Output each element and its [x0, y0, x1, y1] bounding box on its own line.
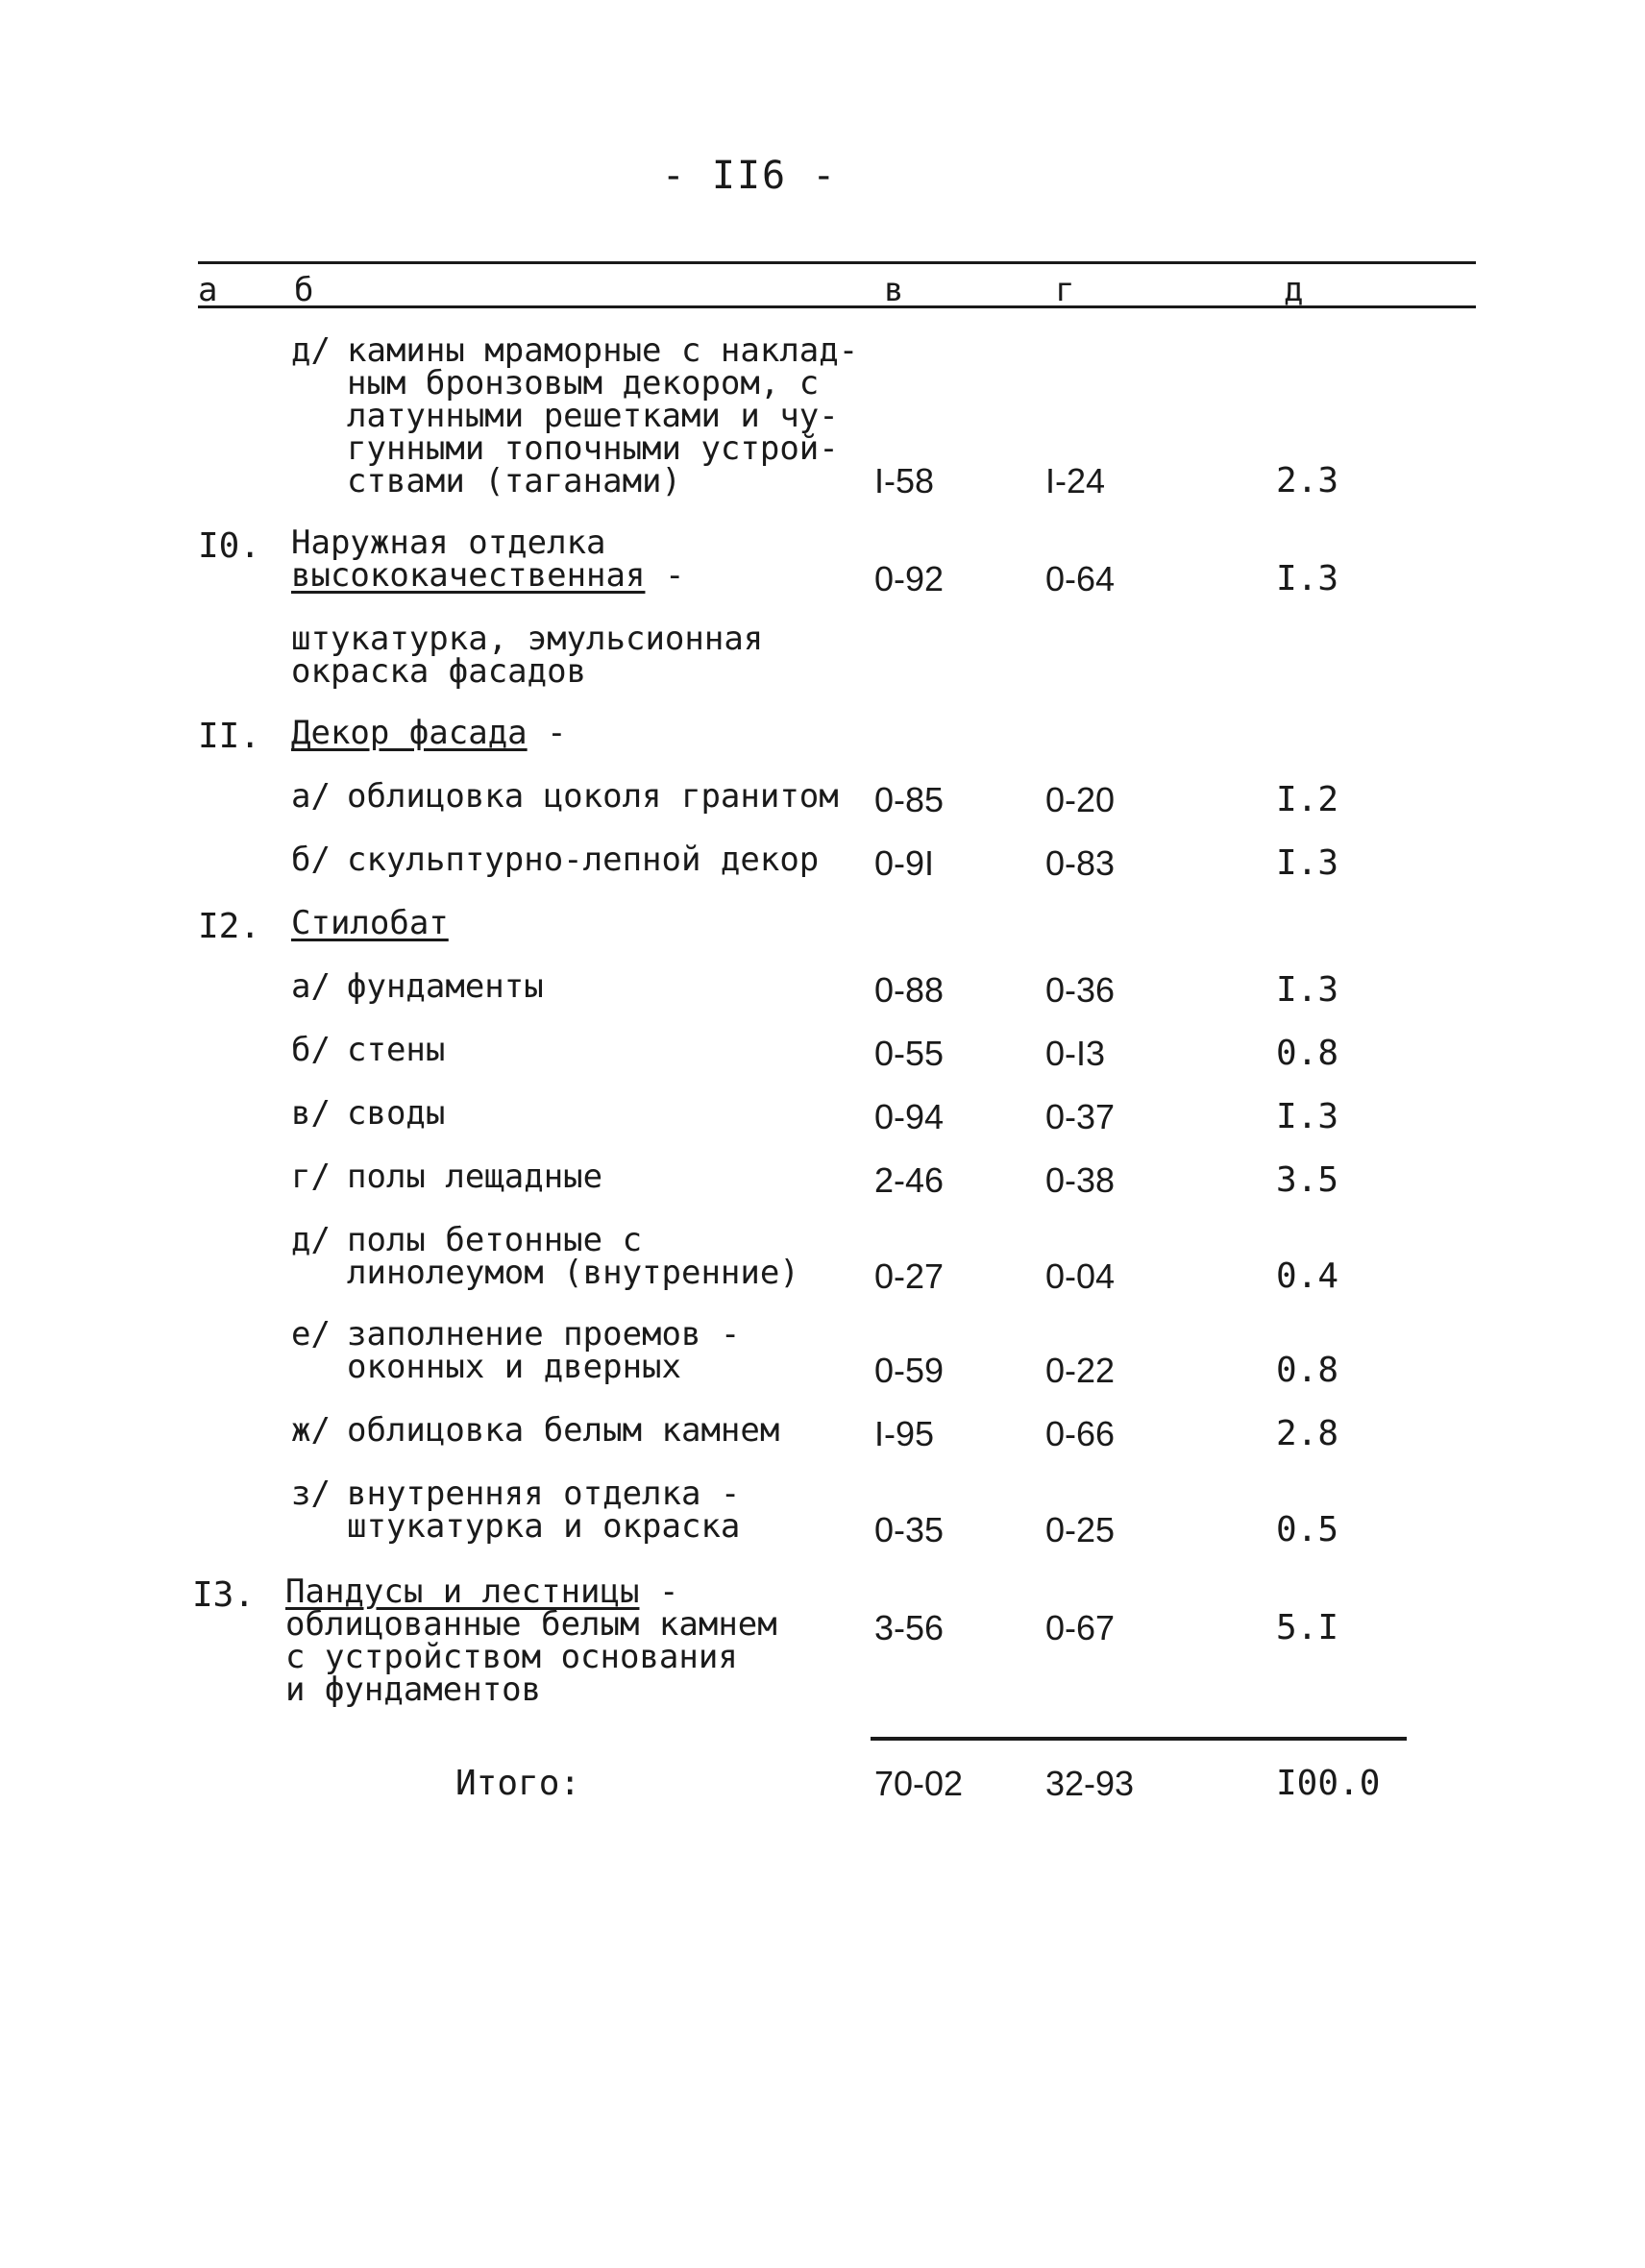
- row-description: [291, 1315, 868, 1386]
- column-header-a: а: [198, 271, 218, 309]
- item-marker: а/: [291, 777, 331, 816]
- title-suffix: -: [639, 1573, 679, 1611]
- desc-line: внутренняя отделка -: [347, 1475, 741, 1513]
- section-number: I0.: [198, 526, 261, 566]
- row-description: [291, 1031, 868, 1069]
- section-title-line: Наружная отделка: [291, 524, 606, 562]
- value-v: 0-9I: [874, 843, 935, 883]
- value-v: 0-55: [874, 1034, 945, 1073]
- column-header-v: в: [884, 271, 904, 309]
- value-v: 0-94: [874, 1097, 945, 1136]
- value-v: I-58: [874, 461, 935, 500]
- item-marker: з/: [291, 1475, 331, 1513]
- item-marker: а/: [291, 967, 331, 1006]
- section-number: I2.: [198, 907, 261, 946]
- item-marker: ж/: [291, 1411, 331, 1450]
- row-description: [285, 1573, 862, 1709]
- section-title-underlined: Пандусы и лестницы: [285, 1573, 640, 1611]
- value-d: 3.5: [1276, 1160, 1339, 1200]
- section-number: I3.: [192, 1575, 256, 1615]
- desc-line: заполнение проемов -: [347, 1315, 741, 1353]
- value-g: 0-64: [1045, 559, 1116, 598]
- desc-line: своды: [347, 1094, 446, 1133]
- desc-line: полы лещадные: [347, 1158, 603, 1196]
- value-v: 2-46: [874, 1160, 945, 1200]
- value-v: 0-35: [874, 1510, 945, 1549]
- value-v: 0-92: [874, 559, 945, 598]
- value-v: 3-56: [874, 1608, 945, 1647]
- value-d: 2.3: [1276, 461, 1339, 500]
- desc-line: латунными решетками и чу-: [347, 397, 839, 435]
- value-g: 0-67: [1045, 1608, 1116, 1647]
- total-label: Итого:: [455, 1764, 581, 1803]
- column-header-d: д: [1284, 271, 1304, 309]
- row-description: [291, 524, 868, 595]
- item-marker: е/: [291, 1315, 331, 1353]
- value-v: 0-85: [874, 780, 945, 819]
- column-header-b: б: [294, 271, 314, 309]
- value-v: 0-59: [874, 1351, 945, 1390]
- value-d: I.2: [1276, 780, 1339, 819]
- desc-line: фундаменты: [347, 967, 544, 1006]
- row-description: [291, 1094, 868, 1133]
- value-v: 0-88: [874, 970, 945, 1010]
- value-d: 0.8: [1276, 1034, 1339, 1073]
- desc-line: камины мраморные с наклад-: [347, 331, 859, 370]
- value-d: I.3: [1276, 843, 1339, 883]
- value-g: 0-22: [1045, 1351, 1116, 1390]
- row-description: [291, 1158, 868, 1196]
- value-g: 0-83: [1045, 843, 1116, 883]
- item-marker: в/: [291, 1094, 331, 1133]
- desc-line: стены: [347, 1031, 446, 1069]
- desc-line: облицовка белым камнем: [347, 1411, 780, 1450]
- desc-line: штукатурка, эмульсионная: [291, 620, 764, 658]
- value-g: 0-I3: [1045, 1034, 1106, 1073]
- row-description: [291, 967, 868, 1006]
- value-d: 5.I: [1276, 1608, 1339, 1647]
- desc-line: с устройством основания: [285, 1638, 738, 1676]
- value-d: I.3: [1276, 970, 1339, 1010]
- value-g: I-24: [1045, 461, 1106, 500]
- value-d: 0.4: [1276, 1256, 1339, 1296]
- item-marker: д/: [291, 1221, 331, 1259]
- item-marker: г/: [291, 1158, 331, 1196]
- row-description: [291, 331, 868, 500]
- row-description: [291, 904, 868, 942]
- desc-line: оконных и дверных: [347, 1348, 681, 1386]
- row-description: [291, 777, 868, 816]
- table-top-rule: [198, 261, 1476, 264]
- value-v: I-95: [874, 1414, 935, 1453]
- row-description: [291, 841, 868, 879]
- desc-line: облицованные белым камнем: [285, 1605, 777, 1644]
- row-description: [291, 714, 868, 752]
- desc-line: гунными топочными устрой-: [347, 429, 839, 468]
- row-description-continued: [291, 620, 868, 691]
- desc-line: окраска фасадов: [291, 652, 587, 691]
- page-number: - II6 -: [661, 154, 838, 198]
- desc-line: скульптурно-лепной декор: [347, 841, 820, 879]
- value-g: 0-04: [1045, 1256, 1116, 1296]
- total-rule: [871, 1737, 1407, 1741]
- value-g: 0-36: [1045, 970, 1116, 1010]
- row-description: [291, 1475, 868, 1546]
- value-v: 0-27: [874, 1256, 945, 1296]
- desc-line: полы бетонные с: [347, 1221, 643, 1259]
- desc-line: облицовка цоколя гранитом: [347, 777, 839, 816]
- row-description: [291, 1221, 868, 1292]
- desc-line: ствами (таганами): [347, 462, 681, 500]
- total-value-g: 32-93: [1045, 1764, 1135, 1803]
- value-g: 0-20: [1045, 780, 1116, 819]
- item-marker: д/: [291, 331, 331, 370]
- section-title-underlined: Декор фасада: [291, 714, 528, 752]
- desc-line: ным бронзовым декором, с: [347, 364, 820, 402]
- desc-line: и фундаментов: [285, 1671, 542, 1709]
- section-number: II.: [198, 717, 261, 756]
- title-suffix: -: [527, 714, 567, 752]
- value-d: I.3: [1276, 1097, 1339, 1136]
- total-value-d: I00.0: [1276, 1764, 1381, 1803]
- value-d: I.3: [1276, 559, 1339, 598]
- row-description: [291, 1411, 868, 1450]
- value-g: 0-37: [1045, 1097, 1116, 1136]
- desc-line: штукатурка и окраска: [347, 1507, 741, 1546]
- total-value-v: 70-02: [874, 1764, 964, 1803]
- item-marker: б/: [291, 1031, 331, 1069]
- item-marker: б/: [291, 841, 331, 879]
- value-g: 0-66: [1045, 1414, 1116, 1453]
- desc-line: линолеумом (внутренние): [347, 1254, 799, 1292]
- value-d: 0.8: [1276, 1351, 1339, 1390]
- value-g: 0-25: [1045, 1510, 1116, 1549]
- value-g: 0-38: [1045, 1160, 1116, 1200]
- column-header-g: г: [1055, 271, 1075, 309]
- section-title-underlined: высококачественная: [291, 556, 646, 595]
- section-title-underlined: Стилобат: [291, 904, 449, 942]
- value-d: 2.8: [1276, 1414, 1339, 1453]
- value-d: 0.5: [1276, 1510, 1339, 1549]
- title-suffix: -: [645, 556, 685, 595]
